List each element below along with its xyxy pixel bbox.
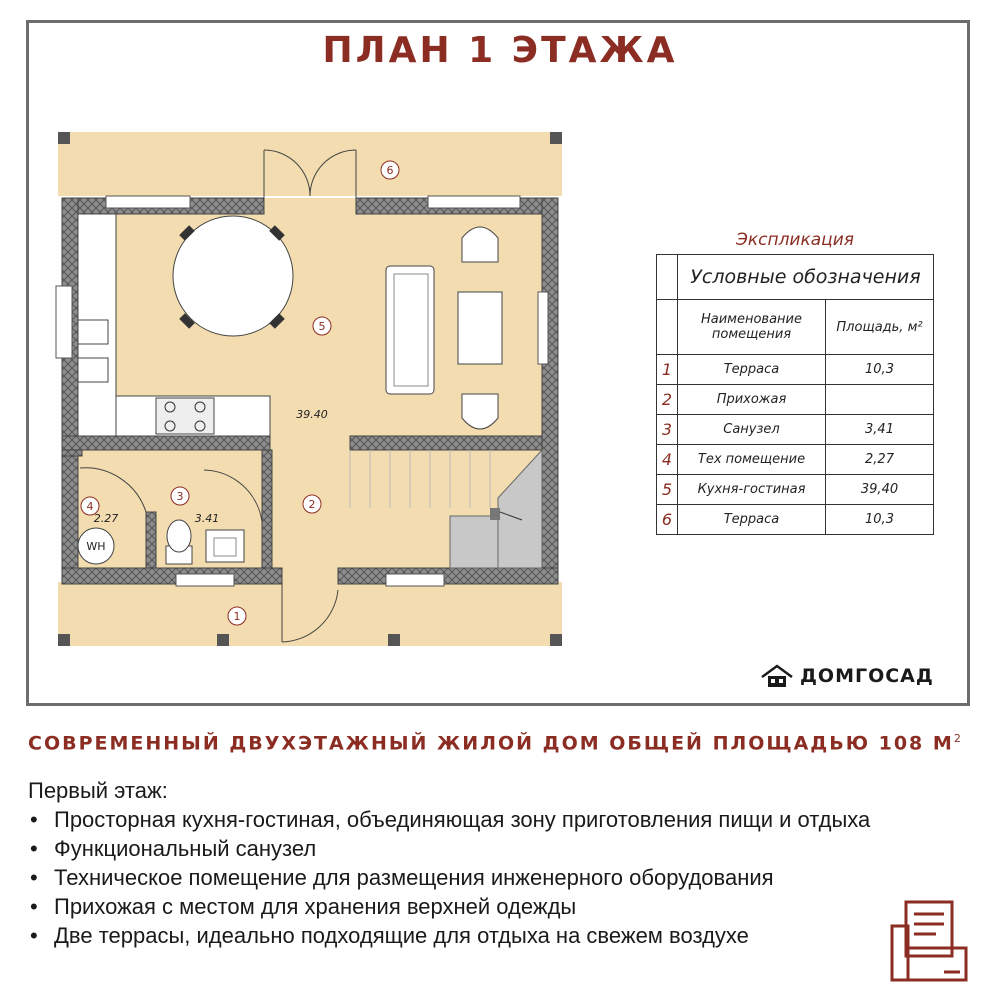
legend-col-name: Наименование помещения <box>678 300 826 355</box>
legend-row: 2 Прихожая <box>657 385 934 415</box>
water-heater-label: WH <box>86 540 106 553</box>
list-item: • Функциональный санузел <box>28 834 908 863</box>
list-item: • Просторная кухня-гостиная, объединяющая зону приготовления пищи и отдыха <box>28 805 908 834</box>
terrace-top <box>58 132 562 196</box>
list-item: • Две террасы, идеально подходящие для отдыха на свежем воздухе <box>28 921 908 950</box>
room-area-label: 3.41 <box>194 512 220 525</box>
room-area-label: 2.27 <box>93 512 119 525</box>
room-marker: 2 <box>308 498 316 511</box>
legend-row: 6 Терраса 10,3 <box>657 505 934 535</box>
legend-caption: Экспликация <box>735 230 855 250</box>
feature-list <box>28 805 908 950</box>
legend-table <box>656 254 934 535</box>
room-marker: 1 <box>233 610 241 623</box>
document-icon <box>888 898 972 986</box>
terrace-bottom <box>58 582 562 646</box>
legend-header: Условные обозначения <box>678 255 934 300</box>
house-logo-icon <box>760 664 794 688</box>
legend-row: 1 Терраса 10,3 <box>657 355 934 385</box>
legend-row: 5 Кухня-гостиная 39,40 <box>657 475 934 505</box>
brand-name: ДОМГОСАД <box>800 665 934 687</box>
headline: СОВРЕМЕННЫЙ ДВУХЭТАЖНЫЙ ЖИЛОЙ ДОМ ОБЩЕЙ ПЛОЩАДЬЮ 108 $М^2$ <box>28 732 963 755</box>
legend-row: 4 Тех помещение 2,27 <box>657 445 934 475</box>
dining-table <box>173 216 293 336</box>
legend-col-area: Площадь, м² <box>826 300 934 355</box>
description <box>28 776 908 950</box>
legend-row: 3 Санузел 3,41 <box>657 415 934 445</box>
room-marker: 5 <box>318 320 326 333</box>
room-marker: 6 <box>386 164 394 177</box>
brand-logo <box>760 664 934 688</box>
list-item: • Прихожая с местом для хранения верхней одежды <box>28 892 908 921</box>
room-area-label: 39.40 <box>296 408 328 421</box>
room-marker: 3 <box>176 490 184 503</box>
list-item: • Техническое помещение для размещения инженерного оборудования <box>28 863 908 892</box>
plan-title: ПЛАН 1 ЭТАЖА <box>322 30 678 71</box>
stove-icon <box>156 398 214 434</box>
room-marker: 4 <box>86 500 94 513</box>
description-intro: Первый этаж: <box>28 778 168 803</box>
